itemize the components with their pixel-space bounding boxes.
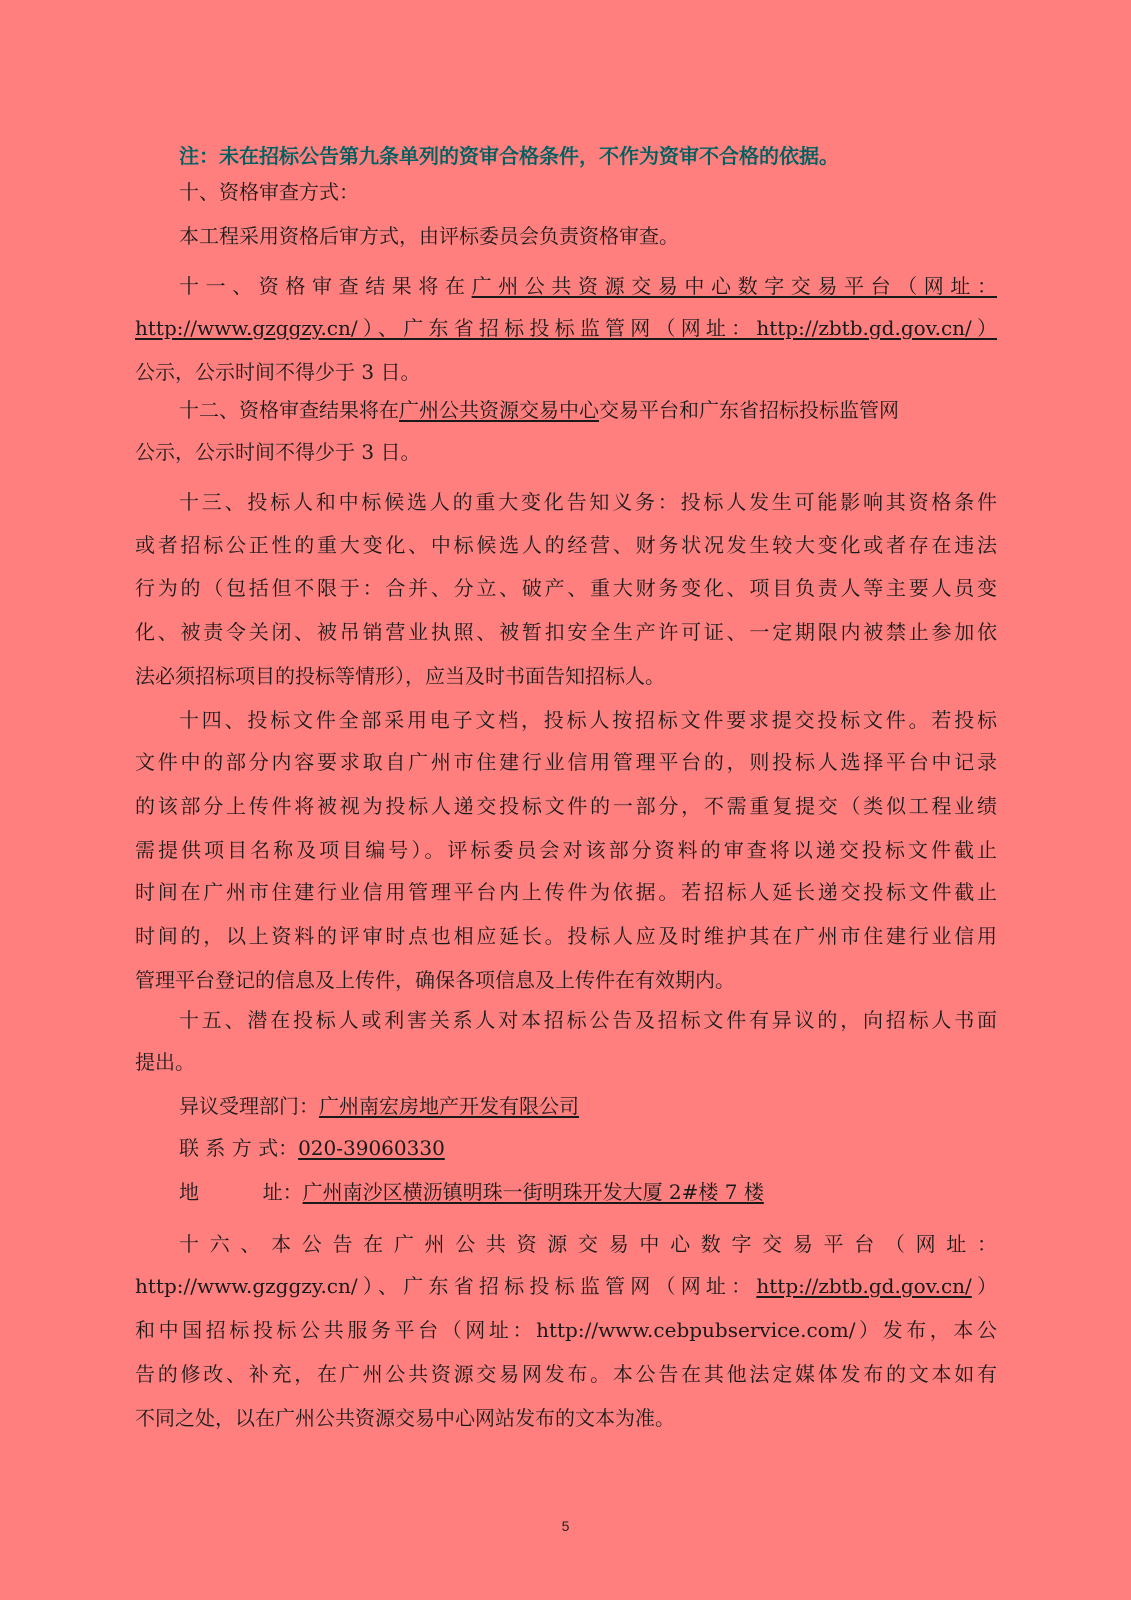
section-16-line-2: [135, 1272, 997, 1300]
section-12-suffix: 交易平台和广东省招标投标监管网: [599, 398, 899, 422]
section-13-line-4: 化、被责令关闭、被吊销营业执照、被暂扣安全生产许可证、一定期限内被禁止参加依: [135, 620, 997, 644]
section-15-line-1: 十五、潜在投标人或利害关系人对本招标公告及招标文件有异议的，向招标人书面: [179, 1008, 997, 1032]
section-11-prefix: 十一、资格审查结果将在: [179, 274, 472, 298]
section-16-paren: ）: [971, 1274, 998, 1298]
objection-dept-label: 异议受理部门：: [179, 1094, 319, 1118]
contact-value[interactable]: 020-39060330: [298, 1136, 445, 1160]
section-12-center-link[interactable]: 广州公共资源交易中心: [399, 398, 599, 422]
section-14-line-2: 文件中的部分内容要求取自广州市住建行业信用管理平台的，则投标人选择平台中记录: [135, 750, 997, 774]
section-12-line-2: 公示，公示时间不得少于 3 日。: [135, 440, 421, 464]
section-11-line-2: [135, 314, 997, 342]
section-16-line-5: 不同之处，以在广州公共资源交易中心网站发布的文本为准。: [135, 1406, 675, 1430]
section-16-line-3: 和中国招标投标公共服务平台（网址：http://www.cebpubservice.com/）发布，本公: [135, 1318, 997, 1342]
section-14-line-6: 时间的，以上资料的评审时点也相应延长。投标人应及时维护其在广州市住建行业信用: [135, 924, 997, 948]
address-row: [179, 1178, 764, 1206]
section-13-line-1: 十三、投标人和中标候选人的重大变化告知义务：投标人发生可能影响其资格条件: [179, 490, 997, 514]
note-line: 注：未在招标公告第九条单列的资审合格条件，不作为资审不合格的依据。: [179, 144, 839, 168]
section-14-line-5: 时间在广州市住建行业信用管理平台内上传件为依据。若招标人延长递交投标文件截止: [135, 880, 997, 904]
contact-label: 联 系 方 式：: [179, 1136, 299, 1160]
address-label: 地 址：: [179, 1180, 303, 1204]
section-11-line-3: 公示，公示时间不得少于 3 日。: [135, 360, 421, 384]
section-13-line-3: 行为的（包括但不限于：合并、分立、破产、重大财务变化、项目负责人等主要人员变: [135, 576, 997, 600]
section-12-prefix: 十二、资格审查结果将在: [179, 398, 399, 422]
section-10-body: 本工程采用资格后审方式，由评标委员会负责资格审查。: [179, 224, 679, 248]
section-11-urls[interactable]: http://www.gzggzy.cn/）、广东省招标投标监管网（网址：http://zbtb.gd.gov.cn/）: [135, 316, 997, 340]
section-13-line-5: 法必须招标项目的投标等情形），应当及时书面告知招标人。: [135, 664, 665, 688]
section-16-zbtb-link[interactable]: http://zbtb.gd.gov.cn/: [756, 1274, 972, 1298]
section-11-platform-link[interactable]: 广州公共资源交易中心数字交易平台（网址：: [471, 274, 998, 298]
section-16-gzggzy-url: http://www.gzggzy.cn/）、广东省招标投标监管网（网址：: [135, 1274, 757, 1298]
section-13-line-2: 或者招标公正性的重大变化、中标候选人的经营、财务状况发生较大变化或者存在违法: [135, 533, 997, 557]
contact-row: [179, 1134, 445, 1162]
section-16-line-1: 十六、本公告在广州公共资源交易中心数字交易平台（网址：: [179, 1232, 997, 1256]
page-number: 5: [561, 1518, 570, 1534]
objection-dept-value[interactable]: 广州南宏房地产开发有限公司: [319, 1094, 579, 1118]
section-11-line-1: [179, 272, 997, 300]
section-10-title: 十、资格审查方式：: [179, 180, 359, 204]
section-14-line-7: 管理平台登记的信息及上传件，确保各项信息及上传件在有效期内。: [135, 968, 735, 992]
address-value[interactable]: 广州南沙区横沥镇明珠一街明珠开发大厦 2#楼 7 楼: [302, 1180, 764, 1204]
section-14-line-3: 的该部分上传件将被视为投标人递交投标文件的一部分，不需重复提交（类似工程业绩: [135, 794, 997, 818]
section-15-line-2: 提出。: [135, 1050, 195, 1074]
section-14-line-4: 需提供项目名称及项目编号）。评标委员会对该部分资料的审查将以递交投标文件截止: [135, 838, 997, 862]
section-12-line-1: [179, 396, 899, 424]
section-16-line-4: 告的修改、补充，在广州公共资源交易网发布。本公告在其他法定媒体发布的文本如有: [135, 1362, 997, 1386]
section-14-line-1: 十四、投标文件全部采用电子文档，投标人按招标文件要求提交投标文件。若投标: [179, 708, 997, 732]
objection-dept-row: [179, 1092, 579, 1120]
